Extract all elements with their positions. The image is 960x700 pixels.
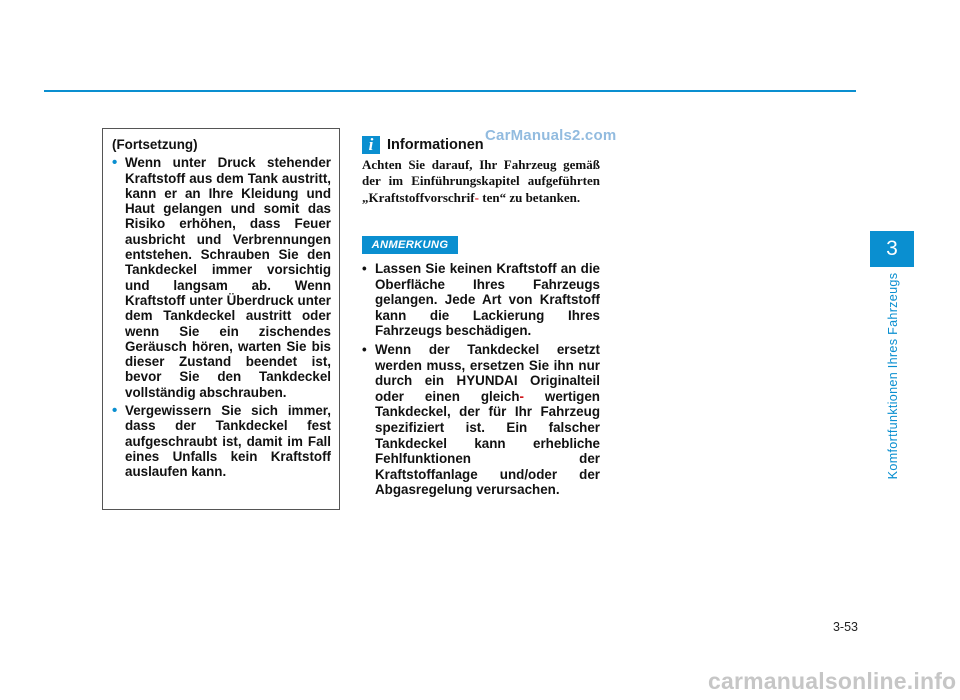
info-text-part1: Achten Sie darauf, Ihr Fahrzeug gemäß der im Einführungskapitel aufgeführten „Kraftstoffvorschrif <box>362 157 600 205</box>
bullet-icon: • <box>112 154 118 172</box>
note-item-text: Lassen Sie keinen Kraftstoff an die Oberfläche Ihres Fahrzeugs gelangen. Jede Art von Kraftstoff kann die Lackierung Ihres Fahrzeugs beschädigen. <box>375 261 600 339</box>
header-rule <box>44 90 856 92</box>
note-item <box>362 342 600 498</box>
bullet-icon: • <box>362 261 367 276</box>
warning-heading: (Fortsetzung) <box>112 137 198 152</box>
warning-item-text: Wenn unter Druck stehender Kraftstoff aus dem Tank austritt, kann er an Ihre Kleidung und Haut gelangen und somit das Risiko erhöhen, dass Feuer ausbricht und Verbrennungen entstehen. Schrauben Sie den Tankdeckel immer vorsichtig und langsam ab. Wenn Kraftstoff unter Überdruck unter dem Tankdeckel austritt oder wenn Sie ein zischendes Geräusch hören, warten Sie bis dieser Zustand beendet ist, bevor Sie den Tankdeckel vollständig abschrauben. <box>125 155 331 400</box>
chapter-title: Komfortfunktionen Ihres Fahrzeugs <box>886 272 900 480</box>
hyphen-mark: - <box>519 388 524 404</box>
note-item-text-part2: wertigen Tankdeckel, der für Ihr Fahrzeug spezifiziert ist. Ein falscher Tankdeckel kann erhebliche Fehlfunktionen der Kraftstoffanlage und/oder der Abgasregelung verursachen. <box>375 388 600 498</box>
chapter-number-tab: 3 <box>870 231 914 267</box>
note-list <box>362 261 600 501</box>
warning-list <box>112 155 331 479</box>
watermark-text: CarManuals2.com <box>485 127 617 144</box>
warning-box <box>102 128 340 510</box>
warning-item-text: Vergewissern Sie sich immer, dass der Tankdeckel fest aufgeschraubt ist, damit im Fall eines Unfalls kein Kraftstoff auslaufen kann. <box>125 403 331 480</box>
footer-site: carmanualsonline.info <box>708 668 957 694</box>
note-item <box>362 261 600 339</box>
note-item-text-part1: Wenn der Tankdeckel ersetzt werden muss, ersetzen Sie ihn nur durch ein HYUNDAI Originalteil oder einen gleich <box>375 341 600 404</box>
page-number: 3-53 <box>832 620 858 634</box>
note-badge: ANMERKUNG <box>362 236 458 254</box>
warning-item <box>112 403 331 479</box>
bullet-icon: • <box>112 402 118 420</box>
warning-item <box>112 155 331 400</box>
hyphen-mark: - <box>474 189 479 205</box>
info-text-part2: ten“ zu betanken. <box>482 189 581 205</box>
info-title: Informationen <box>387 137 484 153</box>
info-body <box>362 157 600 206</box>
info-heading <box>362 134 484 156</box>
info-icon: i <box>362 136 380 154</box>
bullet-icon: • <box>362 341 367 357</box>
